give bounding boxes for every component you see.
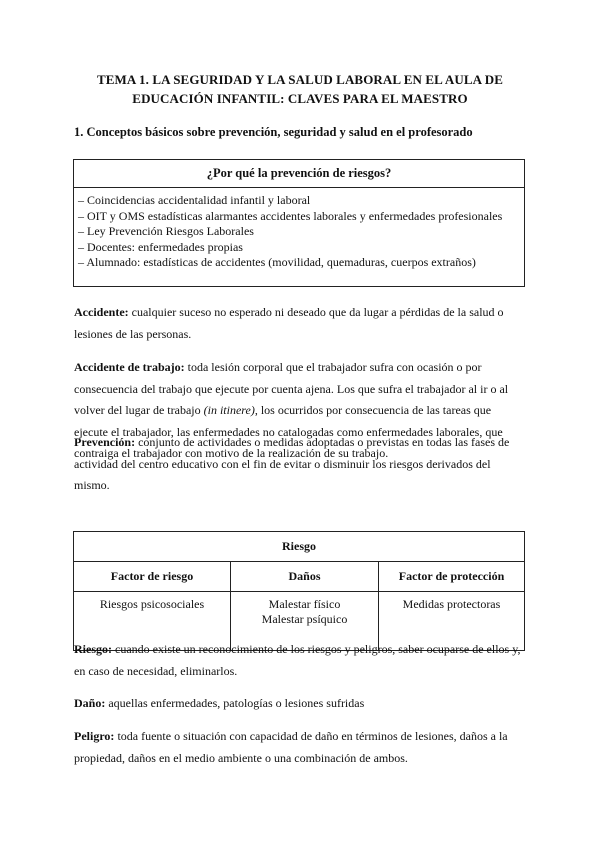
box-list <box>74 188 524 271</box>
definition-text: cualquier suceso no esperado ni deseado que da lugar a pérdidas de la salud o lesiones de las personas. <box>74 305 504 341</box>
term: Accidente de trabajo: <box>74 360 185 374</box>
definition-italic: (in itinere) <box>203 403 255 417</box>
title-line-2: EDUCACIÓN INFANTIL: CLAVES PARA EL MAESTRO <box>132 91 468 106</box>
definition-text: conjunto de actividades o medidas adoptadas o previstas en todas las fases de actividad del centro educativo con el fin de evitar o disminuir los riesgos derivados del mismo. <box>74 435 510 492</box>
list-item: – Docentes: enfermedades propias <box>78 239 243 254</box>
term: Riesgo: <box>74 642 112 656</box>
title-line-1: TEMA 1. LA SEGURIDAD Y LA SALUD LABORAL EN EL AULA DE <box>97 72 503 87</box>
definition-accidente <box>74 302 526 345</box>
cell-line: Malestar psíquico <box>261 612 348 626</box>
column-header: Factor de protección <box>379 562 525 592</box>
why-prevention-box <box>73 159 525 287</box>
column-header: Factor de riesgo <box>74 562 231 592</box>
term: Accidente: <box>74 305 129 319</box>
definition-text: cuando existe un reconocimiento de los riesgos y peligros, saber ocuparse de ellos y, en caso de necesidad, eliminarlos. <box>74 642 521 678</box>
box-header: ¿Por qué la prevención de riesgos? <box>74 160 524 188</box>
risk-table <box>73 531 525 651</box>
list-item: – Alumnado: estadísticas de accidentes (movilidad, quemaduras, cuerpos extraños) <box>78 255 476 269</box>
definition-dano <box>74 693 526 715</box>
term: Daño: <box>74 696 106 710</box>
column-header: Daños <box>231 562 379 592</box>
definition-text: toda lesión corporal que el trabajador sufra con ocasión o por consecuencia del trabajo que ejecute por cuenta ajena. Los que sufra el trabajador al ir o al volver del lugar de trabajo <box>74 360 509 417</box>
definition-text: aquellas enfermedades, patologías o lesiones sufridas <box>105 696 365 710</box>
definition-riesgo <box>74 639 526 682</box>
list-item: – Ley Prevención Riesgos Laborales <box>78 224 254 238</box>
definition-prevencion <box>74 432 526 497</box>
term: Prevención: <box>74 435 136 449</box>
document-title <box>60 70 540 108</box>
table-cell: Riesgos psicosociales <box>74 592 231 651</box>
cell-line: Malestar físico <box>268 597 341 611</box>
definition-text: , los ocurridos por consecuencia de las tareas que ejecute el trabajador, las enfermedades no catalogadas como enfermedades laborales, que contraiga el trabajador con motivo de la realización de su trabajo. <box>74 403 503 460</box>
definition-peligro <box>74 726 526 769</box>
term: Peligro: <box>74 729 115 743</box>
table-cell: Medidas protectoras <box>379 592 525 651</box>
list-item: – Coincidencias accidentalidad infantil y laboral <box>78 193 311 207</box>
risk-table-title: Riesgo <box>74 532 525 562</box>
section-heading: 1. Conceptos básicos sobre prevención, seguridad y salud en el profesorado <box>74 125 473 139</box>
definition-text: toda fuente o situación con capacidad de daño en términos de lesiones, daños a la propiedad, daños en el medio ambiente o una combinación de ambos. <box>74 729 508 765</box>
list-item: – OIT y OMS estadísticas alarmantes accidentes laborales y enfermedades profesionales <box>78 208 503 223</box>
